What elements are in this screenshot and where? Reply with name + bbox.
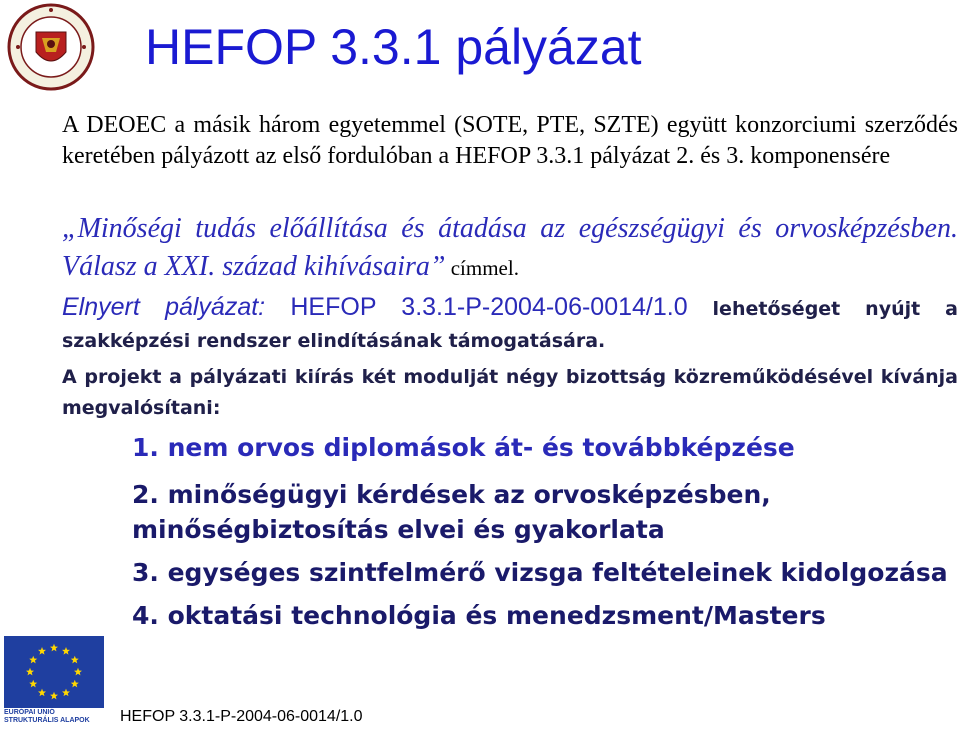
project-title-suffix: címmel. <box>445 256 519 280</box>
list-item: minőségbiztosítás elvei és gyakorlata <box>132 515 665 544</box>
list-item: 2. minőségügyi kérdések az orvosképzésben, <box>132 480 771 509</box>
awarded-paragraph <box>62 292 958 357</box>
university-seal-icon <box>6 2 116 92</box>
intro-paragraph: A DEOEC a másik három egyetemmel (SOTE, PTE, SZTE) együtt konzorciumi szerződés keretében pályázott az első fordulóban a HEFOP 3.3.1 pályázat 2. és 3. komponensére <box>62 112 958 169</box>
list-item: 4. oktatási technológia és menedzsment/Masters <box>132 601 826 630</box>
eu-flag-icon <box>4 636 104 708</box>
eu-logo-caption: EURÓPAI UNIÓ STRUKTURÁLIS ALAPOK <box>4 709 90 724</box>
project-title-paragraph <box>62 210 958 287</box>
awarded-label: Elnyert pályázat: <box>62 293 266 321</box>
footer-project-id: HEFOP 3.3.1-P-2004-06-0014/1.0 <box>120 708 363 725</box>
project-title: „Minőségi tudás előállítása és átadása az egészségügyi és orvosképzésben. Válasz a XXI. század kihívásaira” <box>62 213 958 282</box>
committee-list <box>132 430 952 633</box>
page-title: HEFOP 3.3.1 pályázat <box>145 19 642 75</box>
awarded-text: lehetőséget nyújt a szakképzési rendszer elindításának támogatására. <box>62 298 958 352</box>
awarded-id: HEFOP 3.3.1-P-2004-06-0014/1.0 <box>265 293 688 321</box>
list-item: 3. egységes szintfelmérő vizsga feltételeinek kidolgozása <box>132 558 948 587</box>
modules-paragraph: A projekt a pályázati kiírás két modulját négy bizottság közreműködésével kívánja megvalósítani: <box>62 366 958 419</box>
list-item: 1. nem orvos diplomások át- és továbbképzése <box>132 433 795 462</box>
